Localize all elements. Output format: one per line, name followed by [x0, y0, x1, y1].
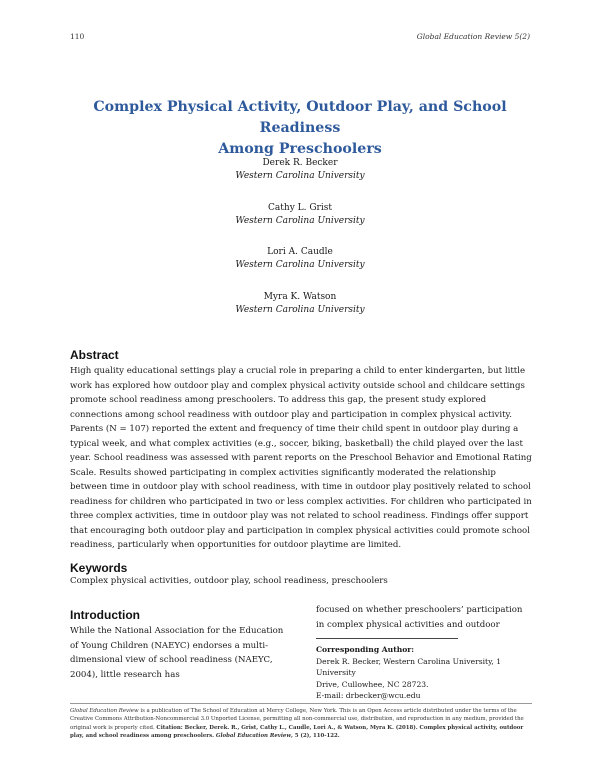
footer-citation-journal: Global Education Review: [215, 733, 292, 740]
author-affiliation: Western Carolina University: [235, 260, 365, 270]
footnote-divider: [316, 638, 458, 639]
introduction-right-column: focused on whether preschoolers’ participation in complex physical activities and outdoor: [316, 605, 523, 630]
corresponding-author: [316, 644, 531, 702]
introduction-left-column: While the National Association for the Education of Young Children (NAEYC) endorses a multi-dimensional view of school readiness (NAEYC, 2004), little research has: [70, 626, 284, 681]
footer-journal: Global Education Review: [70, 708, 139, 714]
abstract-text: High quality educational settings play a crucial role in preparing a child to enter kindergarten, but little work has explored how outdoor play and complex physical activity outside school and childcare settings promote school readiness among preschoolers. To address this gap, the present study explored connections among school readiness with outdoor play and participation in complex physical activity. Parents (N = 107) reported the extent and frequency of time their child spent in outdoor play during a typical week, and what complex activities (e.g., soccer, biking, basketball) the child played over the last year. School readiness was assessed with parent reports on the Preschool Behavior and Emotional Rating Scale. Results showed participating in complex activities significantly moderated the relationship between time in outdoor play with school readiness, with time in outdoor play positively related to school readiness for children who participated in two or less complex activities. For children who participated in three complex activities, time in outdoor play was not related to school readiness. Findings offer support that encouraging both outdoor play and participation in complex physical activities could promote school readiness, particularly when opportunities for outdoor playtime are limited.: [70, 366, 532, 550]
author-block: [100, 246, 500, 272]
author-name: Myra K. Watson: [263, 292, 337, 302]
corresponding-label: Corresponding Author:: [316, 645, 415, 654]
author-block: [100, 202, 500, 228]
footer-license: is a publication of The School of Education at Mercy College, New York. This is an Open Access article distributed under the terms of the Creative Commons Attribution-Noncommercial 3.0 Unported License, permitting all non-commercial use, distribution, and reproduction in any medium, provided the original work is properly cited.: [70, 708, 524, 731]
keywords-text: Complex physical activities, outdoor play, school readiness, preschoolers: [70, 576, 388, 586]
corresponding-email: E-mail: drbecker@wcu.edu: [316, 691, 421, 700]
article-title: [60, 97, 540, 160]
author-affiliation: Western Carolina University: [235, 171, 365, 181]
author-name: Lori A. Caudle: [267, 247, 333, 257]
abstract-heading: Abstract: [70, 348, 119, 362]
author-block: [100, 291, 500, 317]
footer-divider: [70, 703, 532, 704]
page-footer: [70, 703, 532, 741]
footer-citation-label: Citation:: [156, 724, 183, 731]
title-line-1: Complex Physical Activity, Outdoor Play, and School Readiness: [93, 99, 507, 136]
footer-citation-end: , 5 (2), 110-122.: [291, 733, 340, 740]
author-affiliation: Western Carolina University: [235, 305, 365, 315]
author-name: Derek R. Becker: [262, 158, 338, 168]
page-number: 110: [70, 32, 85, 41]
corresponding-line: Drive, Cullowhee, NC 28723.: [316, 679, 429, 689]
corresponding-line: Derek R. Becker, Western Carolina University, 1 University: [316, 656, 502, 677]
introduction-heading: Introduction: [70, 608, 140, 622]
author-affiliation: Western Carolina University: [235, 216, 365, 226]
keywords-heading: Keywords: [70, 561, 128, 575]
footer-citation: Becker, Derek. R., Grist, Cathy L., Caudle, Lori A., & Watson, Myra K. (2018). Complex physical activity, outdoor play, and school readiness among preschoolers.: [70, 724, 524, 740]
author-name: Cathy L. Grist: [268, 203, 332, 213]
author-block: [100, 157, 500, 183]
running-header: Global Education Review 5(2): [416, 32, 530, 41]
title-line-2: Among Preschoolers: [218, 141, 382, 157]
